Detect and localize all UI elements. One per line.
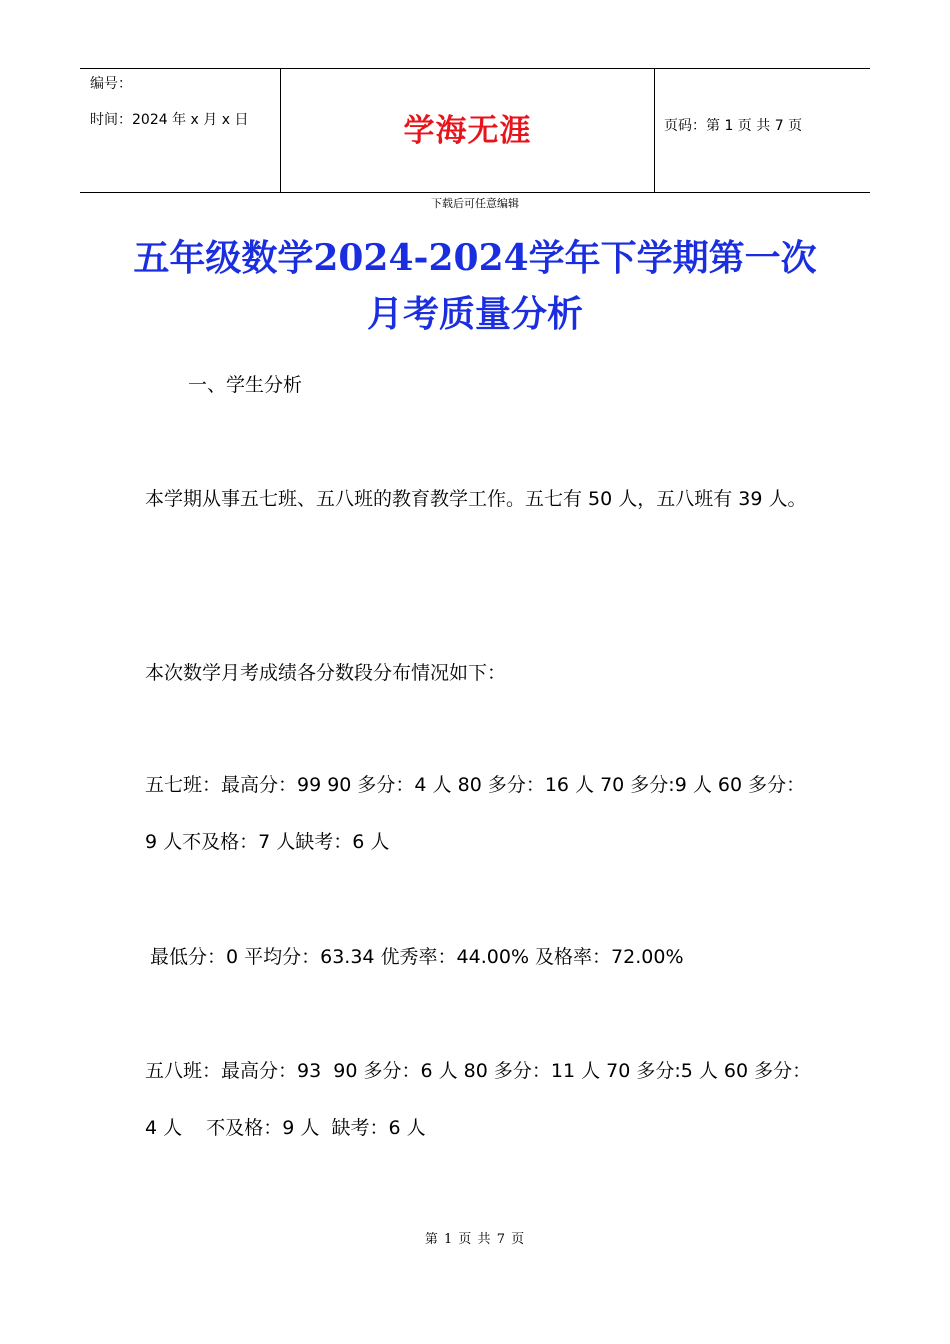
- page-footer: 第 1 页 共 7 页: [424, 1232, 526, 1247]
- paragraph-class-57-summary: 最低分：0 平均分：63.34 优秀率：44.00% 及格率：72.00%: [150, 946, 684, 968]
- header-time-label: 时间：2024 年 x 月 x 日: [90, 112, 249, 128]
- paragraph-class-58-stats: 五八班：最高分：93 90 多分：6 人 80 多分：11 人 70 多分:5 人 60 多分：4 人 不及格：9 人 缺考：6 人: [145, 1060, 812, 1139]
- header-middle-cell: [281, 69, 655, 192]
- document-title: 五年级数学2024-2024学年下学期第一次月考质量分析: [133, 237, 817, 335]
- paragraph-class-57-stats: 五七班：最高分：99 90 多分：4 人 80 多分：16 人 70 多分:9 人 60 多分：9 人不及格：7 人缺考：6 人: [145, 774, 806, 853]
- header-right-cell: [655, 69, 870, 192]
- header-number-label: 编号：: [90, 76, 132, 92]
- header-page-label: 页码：第 1 页 共 7 页: [664, 118, 803, 134]
- header-brand-text: 学海无涯: [403, 113, 532, 149]
- paragraph-distribution-intro: 本次数学月考成绩各分数段分布情况如下：: [145, 662, 507, 684]
- document-header-table: [80, 68, 870, 193]
- section-heading-student-analysis: 一、学生分析: [188, 374, 303, 396]
- paragraph-classes: 本学期从事五七班、五八班的教育教学工作。五七有 50 人，五八班有 39 人。: [145, 488, 807, 510]
- header-left-cell: [80, 69, 281, 192]
- edit-note: 下载后可任意编辑: [431, 197, 519, 210]
